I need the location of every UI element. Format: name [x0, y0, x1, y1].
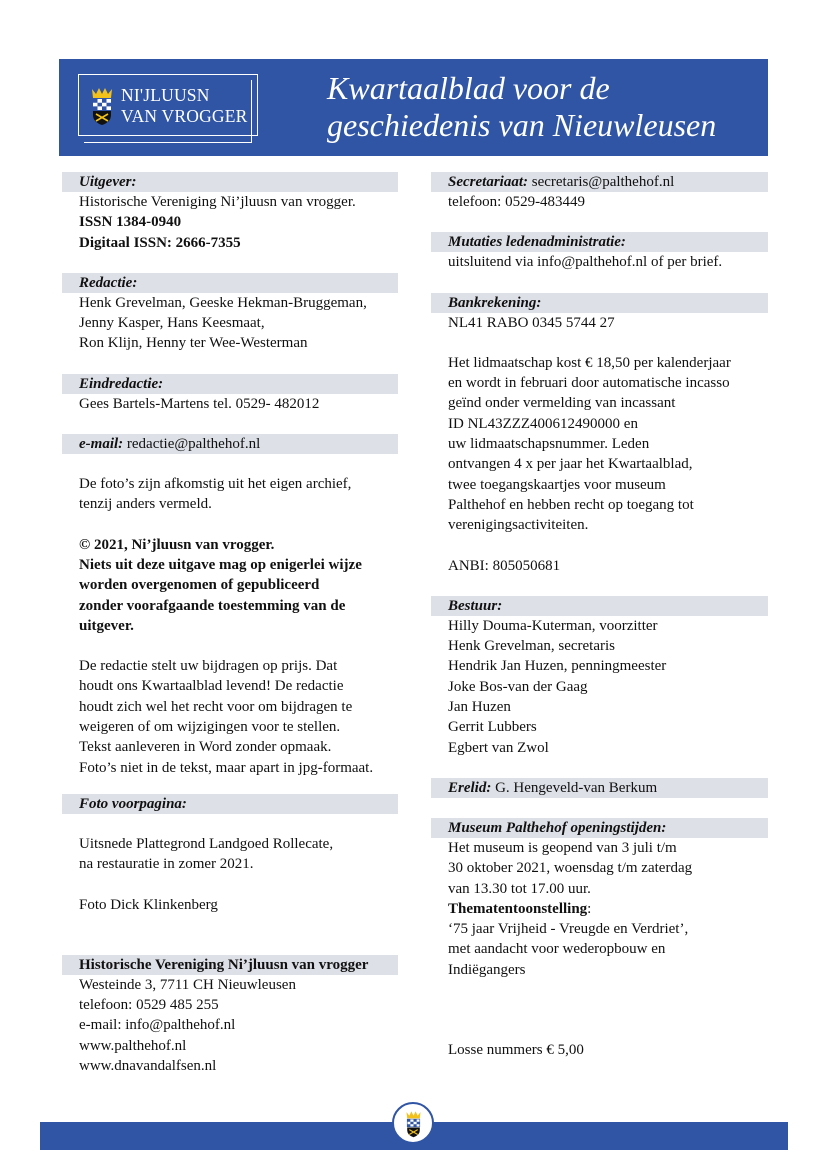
bijdragen-line: weigeren of om wijzigingen voor te stellen.	[79, 719, 341, 736]
redactie-label: Redactie:	[62, 273, 398, 293]
museum-line: Het museum is geopend van 3 juli t/m	[448, 839, 677, 856]
bank-value: NL41 RABO 0345 5744 27	[448, 314, 615, 331]
foto-credit: Foto Dick Klinkenberg	[79, 896, 218, 913]
website-link[interactable]: www.dnavandalfsen.nl	[79, 1058, 217, 1075]
right-column	[431, 172, 768, 1060]
bestuur-label: Bestuur:	[431, 596, 768, 616]
thema-heading	[431, 899, 768, 919]
redactie-line: Ron Klijn, Henny ter Wee-Westerman	[79, 335, 308, 352]
email-value[interactable]: redactie@palthehof.nl	[123, 436, 261, 453]
bestuur-member: Hendrik Jan Huzen, penningmeester	[448, 658, 667, 675]
fotos-line: De foto’s zijn afkomstig uit het eigen archief,	[79, 476, 352, 493]
copyright-line: zonder voorafgaande toestemming van de	[79, 597, 346, 614]
copyright-line: uitgever.	[79, 617, 134, 634]
copyright-line: Niets uit deze uitgave mag op enigerlei wijze	[79, 556, 362, 573]
crest-icon	[404, 1110, 423, 1138]
copyright-line: © 2021, Ni’jluusn van vrogger.	[79, 536, 275, 553]
mutaties-value: uitsluitend via info@palthehof.nl of per brief.	[448, 254, 723, 271]
uitgever-name: Historische Vereniging Ni’jluusn van vrogger.	[79, 194, 356, 210]
secretariaat-row	[431, 172, 768, 192]
lidmaatschap-line: twee toegangskaartjes voor museum	[448, 476, 666, 493]
thema-colon: :	[587, 900, 592, 917]
erelid-value: G. Hengeveld-van Berkum	[491, 779, 658, 796]
bestuur-member: Hilly Douma-Kuterman, voorzitter	[448, 617, 658, 634]
secretariaat-label: Secretariaat:	[448, 174, 528, 190]
foto-voorpagina-label: Foto voorpagina:	[62, 794, 398, 814]
bestuur-member: Jan Huzen	[448, 699, 511, 716]
thema-line: met aandacht voor wederopbouw en	[448, 941, 666, 958]
erelid-label: Erelid:	[448, 779, 492, 796]
thema-line: Indiëgangers	[448, 961, 526, 978]
bestuur-member: Egbert van Zwol	[448, 739, 549, 756]
bestuur-member: Joke Bos-van der Gaag	[448, 678, 588, 695]
fotos-line: tenzij anders vermeld.	[79, 496, 212, 513]
lidmaatschap-line: ID NL43ZZZ400612490000 en	[448, 415, 638, 432]
eindredactie-value: Gees Bartels-Martens tel. 0529- 482012	[79, 395, 320, 412]
email-row	[62, 434, 398, 454]
lidmaatschap-line: Het lidmaatschap kost € 18,50 per kalenderjaar	[448, 354, 731, 371]
thema-label: Thematentoonstelling	[448, 900, 588, 917]
footer-crest-logo	[392, 1102, 434, 1144]
vereniging-label: Historische Vereniging Ni’jluusn van vrogger	[62, 955, 398, 975]
losse-nummers: Losse nummers € 5,00	[448, 1042, 584, 1059]
museum-label: Museum Palthehof openingstijden:	[431, 818, 768, 838]
copyright-line: worden overgenomen of gepubliceerd	[79, 577, 320, 594]
bijdragen-line: Foto’s niet in de tekst, maar apart in jpg-formaat.	[79, 759, 374, 776]
lidmaatschap-line: geïnd onder vermelding van incassant	[448, 395, 676, 412]
foto-voorpagina-line: Uitsnede Plattegrond Landgoed Rollecate,	[79, 835, 334, 852]
vereniging-email[interactable]: e-mail: info@palthehof.nl	[79, 1017, 236, 1034]
lidmaatschap-line: uw lidmaatschapsnummer. Leden	[448, 436, 650, 453]
bijdragen-line: De redactie stelt uw bijdragen op prijs. Dat	[79, 658, 338, 675]
lidmaatschap-line: en wordt in februari door automatische incasso	[448, 375, 730, 392]
anbi: ANBI: 805050681	[448, 557, 561, 574]
title-line1: Kwartaalblad voor de	[327, 70, 610, 106]
issn: ISSN 1384-0940	[79, 214, 182, 231]
mutaties-label: Mutaties ledenadministratie:	[431, 232, 768, 252]
redactie-line: Henk Grevelman, Geeske Hekman-Bruggeman,	[79, 294, 367, 311]
bijdragen-line: Tekst aanleveren in Word zonder opmaak.	[79, 739, 332, 756]
digitaal-issn: Digitaal ISSN: 2666-7355	[79, 234, 241, 251]
lidmaatschap-line: Palthehof en hebben recht op toegang tot	[448, 496, 694, 513]
secretariaat-phone: telefoon: 0529-483449	[448, 194, 586, 210]
erelid-row	[431, 778, 768, 798]
thema-line: ‘75 jaar Vrijheid - Vreugde en Verdriet’,	[448, 921, 689, 938]
logo	[78, 74, 258, 136]
vereniging-phone: telefoon: 0529 485 255	[79, 997, 219, 1014]
bank-label: Bankrekening:	[431, 293, 768, 313]
lidmaatschap-line: verenigingsactiviteiten.	[448, 517, 589, 534]
page-title	[327, 70, 716, 144]
uitgever-label: Uitgever:	[62, 172, 398, 192]
museum-line: 30 oktober 2021, woensdag t/m zaterdag	[448, 860, 693, 877]
logo-text-line2: VAN VROGGER	[121, 106, 248, 126]
crest-icon	[89, 86, 115, 126]
museum-line: van 13.30 tot 17.00 uur.	[448, 880, 591, 897]
secretariaat-email[interactable]: secretaris@palthehof.nl	[528, 174, 675, 190]
header-banner	[59, 59, 768, 156]
bestuur-member: Gerrit Lubbers	[448, 719, 537, 736]
redactie-line: Jenny Kasper, Hans Keesmaat,	[79, 315, 265, 332]
left-column	[62, 172, 398, 1076]
email-label: e-mail:	[79, 436, 124, 453]
foto-voorpagina-line: na restauratie in zomer 2021.	[79, 856, 254, 873]
vereniging-address: Westeinde 3, 7711 CH Nieuwleusen	[79, 976, 296, 993]
bestuur-member: Henk Grevelman, secretaris	[448, 638, 616, 655]
bijdragen-line: houdt ons Kwartaalblad levend! De redactie	[79, 678, 344, 695]
eindredactie-label: Eindredactie:	[62, 374, 398, 394]
logo-text-line1: NI'JLUUSN	[121, 85, 210, 105]
lidmaatschap-line: ontvangen 4 x per jaar het Kwartaalblad,	[448, 456, 693, 473]
bijdragen-line: houdt zich wel het recht voor om bijdragen te	[79, 698, 353, 715]
website-link[interactable]: www.palthehof.nl	[79, 1037, 187, 1054]
title-line2: geschiedenis van Nieuwleusen	[327, 107, 717, 143]
